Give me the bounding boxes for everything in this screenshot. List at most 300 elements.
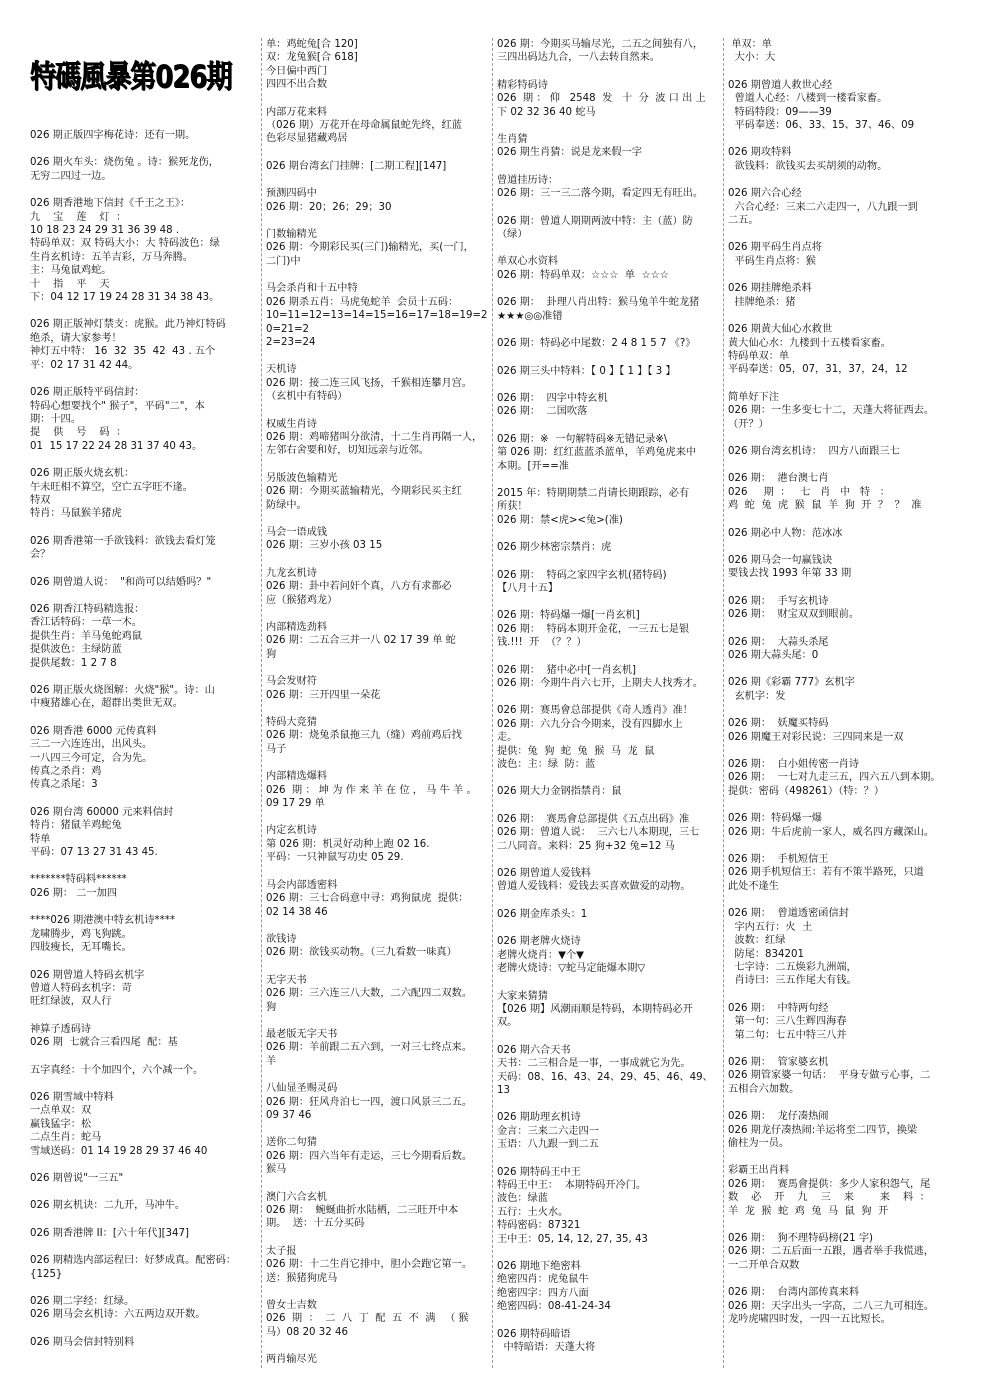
text-line: 026 期马会信封特别料 — [30, 1336, 135, 1348]
text-line: 026 期： 猪中必中[一肖玄机] — [497, 664, 636, 676]
text-block — [30, 1199, 257, 1212]
text-line: 026 期： 二国吹落 — [497, 406, 588, 418]
text-line: 026 期 ： 二 八 丁 配 五 不 满 （ 猴 — [266, 1313, 469, 1325]
text-line: 026 期： 大蒜头杀尾 — [728, 636, 829, 648]
text-line: （玄机中有特码） — [266, 391, 348, 403]
text-line: 权威生肖诗 — [266, 418, 317, 430]
text-line: 内部万花来料 — [266, 106, 328, 118]
text-block — [30, 725, 257, 792]
text-line: 曾道人特码玄机字：苛 — [30, 982, 132, 994]
text-line: 第一句：三八生辉四海春 — [728, 1016, 847, 1028]
text-line: 026 期大蒜头尾：0 — [728, 650, 819, 661]
text-line: 曾道挂历诗： — [497, 174, 559, 186]
text-line: 绝杀，请大家参考！ — [30, 332, 122, 344]
text-block — [266, 1028, 488, 1068]
text-line: 026 期攻特料 — [728, 147, 792, 159]
text-line: 026 期：曾道人说： 三六七八本期现，三七 — [497, 827, 700, 839]
text-block — [266, 1245, 488, 1285]
text-line: 三四出码达九合，一八去转自然来。 — [497, 52, 660, 64]
text-block — [497, 1111, 719, 1151]
text-line: 026 期香港 6000 元传真料 — [30, 725, 157, 737]
text-block — [266, 1136, 488, 1176]
text-block — [30, 806, 257, 860]
text-line: 中特暗语：天蓬大将 — [497, 1342, 596, 1354]
text-line: 猴马 — [266, 1164, 287, 1176]
text-block — [497, 785, 719, 798]
text-line: 防尾：834201 — [728, 948, 804, 960]
text-block — [728, 717, 950, 744]
text-line: 026 期：欲钱买动物。（三九看数一味真） — [266, 947, 457, 959]
text-line: 单双：单 — [728, 39, 772, 50]
text-line: 026 期：特码必中尾数：2 4 8 1 5 7 《?》 — [497, 338, 696, 350]
text-line: 026 期二字经：红绿。 — [30, 1296, 135, 1307]
text-line: 特单 — [30, 833, 51, 845]
text-line: 026 期： 管家婆玄机 — [728, 1056, 829, 1068]
text-block — [497, 867, 719, 894]
text-line: 七字诗：二五焕彩九洲端， — [728, 961, 857, 973]
text-line: 期：十四。 — [30, 413, 81, 425]
text-line: 一点单双：双 — [30, 1105, 92, 1117]
text-line: 特码王中王： 本期特码开冷门。 — [497, 1179, 647, 1191]
text-line: 二八同音。来料：25 狗+32 兔=12 马 — [497, 840, 675, 852]
text-line: 羊 龙 猴 蛇 鸡 兔 马 鼠 狗 开 — [728, 1205, 889, 1217]
text-block — [30, 1254, 257, 1281]
text-line: 第二句：七五中特三八并 — [728, 1029, 847, 1041]
text-line: 026 期： 二一加四 — [30, 887, 118, 899]
text-line: 会？ — [30, 549, 51, 561]
text-line: 026 期：羊前跟二五六到，一对三七终点来。 — [266, 1042, 473, 1054]
text-line: 026 期精选内部运程曰：好梦成真。配密码： — [30, 1255, 237, 1267]
text-line: 09 17 29 单 — [266, 798, 325, 810]
text-line: 026 期香江特码精选报： — [30, 603, 145, 615]
text-line: 所获！ — [497, 501, 528, 513]
text-block — [497, 296, 719, 323]
text-line: 二点生肖：蛇马 — [30, 1132, 102, 1144]
text-line: ★★★◎◎准错 — [497, 310, 563, 322]
text-block — [728, 38, 950, 65]
text-block — [266, 1353, 488, 1366]
text-line: 精彩特码诗 — [497, 79, 548, 91]
text-line: 026 期： 手写玄机诗 — [728, 595, 829, 607]
text-line: 026 期： 一七对九走三五，四六五八到本期。 — [728, 772, 941, 784]
text-block — [728, 146, 950, 173]
text-line: 十 指 平 天 — [30, 278, 110, 290]
text-line: 无穷二四过一边。 — [30, 170, 112, 182]
text-line: 雪域送码：01 14 19 28 29 37 46 40 — [30, 1145, 208, 1157]
text-block — [497, 433, 719, 473]
text-line: 大小：大 — [728, 52, 776, 64]
text-block — [30, 1172, 257, 1185]
text-line: 防绿中。 — [266, 499, 307, 511]
text-block — [266, 1299, 488, 1339]
text-line: 无字天书 — [266, 974, 307, 986]
text-line: 狗 — [266, 1001, 277, 1013]
text-line: 026 期：四六当年有走运，三七今期看后数。 — [266, 1150, 473, 1162]
text-line: 钱.!!! 开 （？？） — [497, 637, 587, 649]
text-line: 提供：密码（498261）（特：？） — [728, 785, 885, 797]
text-line: 026 期六合心经 — [728, 188, 802, 200]
text-line: 生肖玄机诗：五羊吉彩，万马奔腾。 — [30, 251, 193, 263]
text-line: 026 期： 曾道透密函信封 — [728, 908, 849, 920]
text-block — [266, 160, 488, 173]
text-line: 一二开单合双数 — [728, 1259, 800, 1271]
text-line: 特码心想要找个" 猴子"，平码"二"，本 — [30, 400, 205, 412]
text-line: 神算子透码诗 — [30, 1023, 92, 1035]
text-line: 026 期：三六连三八大数，二六配四二双数。 — [266, 988, 473, 1000]
text-block — [728, 636, 950, 663]
text-line: 左邻右舍要和好，切知远亲与近邻。 — [266, 445, 429, 457]
text-line: 曾女士吉数 — [266, 1300, 317, 1312]
text-line: 026 期曾道人爱钱料 — [497, 868, 591, 880]
text-line: 02 14 38 46 — [266, 906, 328, 918]
text-block — [728, 1110, 950, 1150]
text-line: 欲钱诗 — [266, 933, 297, 945]
text-line: 单双心水资料 — [497, 256, 559, 268]
text-block — [30, 1023, 257, 1050]
text-block — [266, 974, 488, 1014]
text-line: 026 期金库杀头：1 — [497, 908, 588, 920]
text-line: 026 期： 卦理八肖出特：猴马兔羊牛蛇龙猪 — [497, 297, 700, 309]
text-line: 香江话特码：一草一木。 — [30, 617, 143, 629]
text-line: 马会内部透密料 — [266, 879, 338, 891]
text-line: 特码大竞猜 — [266, 717, 317, 729]
text-block — [30, 603, 257, 670]
text-block — [497, 392, 719, 419]
text-line: 特码特段：09——39 — [728, 106, 832, 118]
text-line: 026 期：今期彩民买(三门)输精光，买(一门， — [266, 242, 474, 254]
text-line: 026 期火车头：烧伤兔 。诗：猴死龙伤， — [30, 157, 219, 169]
text-line: 026 期： 手机短信王 — [728, 854, 829, 866]
text-line: 026 期正版神灯禁支：虎猴。此乃神灯特码 — [30, 319, 226, 331]
text-block — [728, 554, 950, 581]
text-line: 026 期玄机诀：二九开，马冲牛。 — [30, 1200, 186, 1212]
text-block — [30, 1091, 257, 1158]
column-3 — [492, 38, 723, 1368]
text-line: 欲钱料：欲钱买去买胡须的动物。 — [728, 160, 888, 172]
text-line: 平：02 17 31 42 44。 — [30, 359, 139, 371]
text-block — [497, 935, 719, 975]
text-line: 026 期： 台湾内部传真来料 — [728, 1287, 860, 1299]
text-line: 大家来猜猜 — [497, 990, 548, 1002]
text-line: 提供波色：主绿防蓝 — [30, 644, 122, 656]
text-line: 026 期： 赛馬會提供：多少人家积怨气，尾 — [728, 1178, 931, 1190]
text-line: 026 期台湾玄门挂牌：[二期工程][147] — [266, 160, 447, 172]
text-line: 10 18 23 24 29 31 36 39 48 . — [30, 225, 180, 237]
text-block — [266, 418, 488, 458]
text-line: 026 期正版四字梅花诗：还有一期。 — [30, 130, 196, 141]
text-line: 玉语：八九跟一到二五 — [497, 1139, 599, 1151]
text-line: 神灯五中特： 16 32 35 42 43 . 五个 — [30, 346, 216, 358]
text-line: 两肖输尽光 — [266, 1354, 317, 1366]
text-block — [266, 716, 488, 756]
text-line: 026 期： 财宝双双到眼前。 — [728, 609, 860, 621]
text-block — [497, 704, 719, 771]
text-block — [497, 541, 719, 554]
text-line: 字内五行：火 土 — [728, 921, 813, 933]
text-line: 026 期：六九分合今期来，没有四脚水上 — [497, 718, 683, 730]
text-block — [728, 1232, 950, 1272]
text-block — [30, 197, 257, 304]
text-line: 026 期龙仔凑热闹:羊运将至二四节，换梁 — [728, 1124, 918, 1136]
text-line: 026 期：今期牛肖六七开，上期夫人找秀才。 — [497, 678, 704, 689]
text-line: 六合心经：三来二六走四一，八九跟一到 — [728, 201, 918, 213]
text-block — [266, 228, 488, 268]
text-line: 偷柱为一员。 — [728, 1137, 790, 1149]
text-line: 特肖：猪鼠羊鸡蛇兔 — [30, 820, 122, 832]
page-title: 特碼風暴第026期 — [30, 59, 232, 96]
text-line: 特码单双：双 特码大小：大 特码波色：绿 — [30, 238, 220, 250]
text-line: 彩霸王出肖料 — [728, 1165, 790, 1177]
text-line: 马子 — [266, 743, 287, 755]
text-line: 026 期：禁<虎><兔>(准) — [497, 514, 623, 526]
text-line: 026 期雪域中特料 — [30, 1091, 114, 1103]
text-block — [30, 969, 257, 1009]
text-line: 026 期：一生多变七十二，天蓬大将征西去。 — [728, 405, 935, 417]
text-line: 026 期台湾 60000 元来料信封 — [30, 806, 174, 818]
text-block — [497, 990, 719, 1030]
text-line: （开？） — [728, 418, 769, 430]
text-line: 金言：三来二六走四一 — [497, 1125, 599, 1137]
text-line: 五相合六加数。 — [728, 1083, 800, 1095]
text-line: 026 期： 妖魔买特码 — [728, 718, 829, 730]
text-block — [728, 241, 950, 268]
text-line: 026 期手机短信王：若有不策半路死，只道 — [728, 867, 924, 879]
text-line: 绝密四字：四方八面 — [497, 1287, 589, 1299]
text-line: 2=23=24 — [266, 336, 316, 348]
text-block — [30, 318, 257, 372]
text-block — [266, 933, 488, 960]
text-line: 026 期：卦中若问奸个真，八方有求都必 — [266, 581, 452, 593]
text-block — [266, 1082, 488, 1122]
text-line: 特肖：马鼠猴羊猪虎 — [30, 508, 122, 520]
text-line: 旺红绿波，双人行 — [30, 996, 112, 1008]
text-line: 026 期：赛馬會总部提供《奇人透肖》准！ — [497, 705, 693, 717]
text-block — [497, 215, 719, 242]
text-block — [30, 1336, 257, 1349]
text-line: 026 期： 中特两句经 — [728, 1002, 829, 1014]
text-line: 平码奉送：06、33、15、37、46、09 — [728, 120, 915, 132]
text-line: 026 期马会一句赢钱诀 — [728, 554, 833, 566]
text-line: 内部精选劲料 — [266, 622, 328, 633]
text-block — [497, 133, 719, 160]
text-line: 026 期老牌火烧诗 — [497, 936, 581, 948]
text-line: 特码单双：单 — [728, 350, 790, 362]
text-line: 026 期台湾玄机诗： 四方八面跟三七 — [728, 445, 900, 457]
text-line: 026 期 ： 仰 2548 发 十 分 波 口 出 上 — [497, 93, 706, 105]
text-block — [497, 664, 719, 691]
text-line: 026 期：特码爆一爆 — [728, 813, 822, 825]
text-block — [728, 323, 950, 377]
text-block — [497, 1166, 719, 1246]
text-line: 羊 — [266, 1055, 277, 1067]
text-line: 最老版无字天书 — [266, 1028, 338, 1040]
text-line: 026 期：三岁小孩 03 15 — [266, 540, 383, 552]
text-line: 026 期：三一三二落今期，看定四无有旺出。 — [497, 188, 704, 200]
text-block — [266, 38, 488, 92]
text-line: 026 期少林密宗禁肖：虎 — [497, 542, 612, 554]
text-line: {125} — [30, 1268, 63, 1280]
text-line: 026 期《彩霸 777》玄机字 — [728, 677, 855, 689]
text-line: 提供尾数：1 2 7 8 — [30, 657, 117, 669]
text-line: ****026 期港澳中特玄机诗**** — [30, 915, 175, 927]
text-line: 026 期助理玄机诗 — [497, 1112, 581, 1124]
column-2 — [261, 38, 492, 1368]
text-line: 026 期必中人物：范冰冰 — [728, 527, 843, 539]
text-block — [266, 824, 488, 864]
text-line: 黄大仙心水：九楼到十五楼看家畜。 — [728, 337, 891, 349]
text-line: 2015 年：特期期禁二肖请长期跟踪，必有 — [497, 487, 690, 499]
text-line: 026 期六合天书 — [497, 1044, 571, 1056]
text-line: 026 期： 四字中特玄机 — [497, 392, 608, 404]
text-line: 八仙显圣赐灵码 — [266, 1083, 338, 1095]
text-block — [497, 487, 719, 527]
text-block — [497, 337, 719, 350]
text-line: 026 期正版火烧玄机： — [30, 468, 135, 480]
text-line: 026 期： 港台澳七肖 — [728, 473, 829, 485]
text-block — [497, 255, 719, 282]
text-line: 026 期正版火烧图解：火烧"猴"。诗：山 — [30, 685, 215, 696]
text-line: 此处不逢生 — [728, 880, 779, 892]
text-line: 026 期曾道人特码玄机字 — [30, 969, 145, 981]
text-line: 026 期大力金钢指禁肖：鼠 — [497, 786, 622, 798]
text-line: 026 期曾说"一三五" — [30, 1172, 124, 1184]
text-line: 内部精选爆料 — [266, 771, 328, 783]
text-line: 中瘦猪雄心在，超群出类世无双。 — [30, 698, 183, 710]
text-line: 026 期三头中特料：【 0 】【 1 】【 3 】 — [497, 365, 676, 377]
text-line: 026 期：二五合三并一八 02 17 39 单 蛇 — [266, 635, 456, 647]
text-line: 期。 送：十五分买码 — [266, 1218, 365, 1230]
text-line: 026 期挂牌绝杀料 — [728, 283, 812, 295]
text-block — [30, 914, 257, 954]
text-block — [497, 569, 719, 596]
text-line: 门数输精光 — [266, 229, 317, 241]
text-line: 午未旺相不算空，空亡五字旺不逢。 — [30, 481, 193, 493]
text-line: 数 必 开 九 三 来 来 料 ： — [728, 1192, 930, 1204]
text-line: 马会发财符 — [266, 676, 317, 688]
text-block — [728, 282, 950, 309]
text-line: 曾道人爱钱料：爱钱去买喜欢做爱的动物。 — [497, 881, 691, 893]
text-block — [266, 1191, 488, 1231]
text-line: 13 — [497, 1084, 510, 1096]
text-line: 澳门六合玄机 — [266, 1191, 328, 1203]
text-line: 传真之杀肖：鸡 — [30, 766, 102, 778]
text-line: 特双 — [30, 494, 51, 506]
text-line: 生肖猜 — [497, 134, 528, 146]
text-line: 提供：兔 狗 蛇 兔 猴 马 龙 鼠 — [497, 745, 655, 757]
text-line: 026 期： 赛馬會总部提供《五点出码》准 — [497, 813, 690, 825]
text-line: 九 宝 莲 灯 ： — [30, 211, 127, 223]
text-block — [497, 38, 719, 65]
text-line: 天书：二三相合是一事，一事成就它为先。 — [497, 1058, 691, 1070]
text-line: 026 期：特码爆一爆[一肖玄机] — [497, 610, 640, 622]
text-line: 四四不出合数 — [266, 79, 328, 91]
text-line: 平码奉送：05，07，31，37，24，12 — [728, 364, 908, 376]
text-block — [728, 1002, 950, 1042]
text-block — [266, 472, 488, 512]
text-block — [266, 526, 488, 553]
text-block — [497, 1260, 719, 1314]
text-block — [30, 386, 257, 453]
text-line: 二五。 — [728, 215, 759, 227]
text-block — [728, 391, 950, 431]
text-line: 026 期：曾道人期期两波中特：主（蓝）防 — [497, 215, 693, 227]
text-block — [30, 684, 257, 711]
text-line: 026 期平码生肖点将 — [728, 242, 822, 254]
text-line: 第 026 期：红红蓝蓝杀蓝单，羊鸡兔虎来中 — [497, 447, 697, 459]
text-line: 026 期正版特平码信封： — [30, 387, 145, 399]
text-line: 主：马兔鼠鸡蛇。 — [30, 265, 112, 277]
text-line: 绝密四码：08-41-24-34 — [497, 1301, 611, 1313]
text-line: 要钱去找 1993 年第 33 期 — [728, 568, 852, 580]
text-line: 马）08 20 32 46 — [266, 1326, 348, 1338]
column-4 — [723, 38, 954, 1368]
text-line: 九龙玄机诗 — [266, 567, 317, 579]
text-line: 026 期：烧兔杀鼠拖三九（缝）鸡前鸡后找 — [266, 730, 462, 742]
text-block — [497, 79, 719, 119]
text-block — [728, 853, 950, 893]
text-line: 026 期：二五后面一五跟，遇者举手我慌逃， — [728, 1246, 935, 1258]
text-line: 曾道人心经：八楼到一楼看家畜。 — [728, 93, 888, 105]
text-line: 026 期：三开四里一朵花 — [266, 689, 381, 701]
text-line: 特码密码：87321 — [497, 1220, 581, 1232]
text-line: 026 期： 龙仔凑热闹 — [728, 1111, 829, 1123]
text-line: 波数：红绿 — [728, 935, 786, 947]
text-block — [266, 770, 488, 810]
text-line: 026 期：今期买马输尽光，二五之间独有八， — [497, 39, 704, 50]
text-block — [728, 187, 950, 227]
text-block — [497, 908, 719, 921]
text-block — [728, 79, 950, 133]
text-line: （绿） — [497, 229, 528, 241]
text-line: 026 期杀五肖：马虎兔蛇羊 会员十五码： — [266, 296, 459, 308]
text-line: 026 期：十二生肖它排中，胆小会跑它第一。 — [266, 1259, 473, 1271]
text-line: 平码：一只神鼠写功史 05 29. — [266, 852, 404, 864]
text-block — [497, 174, 719, 201]
text-line: 026 期魔王对彩民说：三四同来是一双 — [728, 731, 904, 743]
text-line: 五行：土火水。 — [497, 1206, 569, 1218]
text-line: 马会一语成钱 — [266, 526, 328, 538]
text-block — [728, 812, 950, 839]
text-line: 波色：绿蓝 — [497, 1193, 548, 1205]
text-line: 026 期：20；26；29；30 — [266, 201, 392, 213]
text-line: 026 期：接二连三风飞扬，千猴相连攀月宫。 — [266, 377, 473, 389]
text-block — [728, 758, 950, 798]
text-line: 传真之杀尾：3 — [30, 779, 98, 791]
text-line: 026 期 ： 七 肖 中 特 ： — [728, 486, 890, 498]
text-line: 鸡 蛇 兔 虎 猴 鼠 羊 狗 开 ？ ？ 准 — [728, 500, 922, 512]
text-block — [266, 879, 488, 919]
text-line: （026 期）万花开在母命属鼠蛇先终，红蓝 — [266, 120, 462, 132]
text-line: 预测四码中 — [266, 188, 317, 200]
text-line: 026 期：特码单双：☆☆☆ 单 ☆☆☆ — [497, 269, 669, 281]
text-line: 026 期马会玄机诗：六五两边双开数。 — [30, 1309, 206, 1321]
text-line: 026 期：今期买蓝输精光，今期彩民买主红 — [266, 486, 462, 498]
text-line: 送你二句猜 — [266, 1137, 317, 1149]
text-block — [30, 535, 257, 562]
text-line: 026 期生肖猜：说是龙来假一字 — [497, 147, 642, 159]
text-block — [497, 609, 719, 649]
text-block — [30, 156, 257, 183]
text-line: 龙吟虎啸四时发，一四一五比短长。 — [728, 1314, 891, 1326]
text-line: 双：龙兔猴[合 618] — [266, 52, 358, 64]
text-block — [266, 363, 488, 403]
text-line: 太子报 — [266, 1245, 297, 1257]
text-line: 色彩尽显猪藏鸡居 — [266, 133, 348, 145]
text-line: 09 37 46 — [266, 1109, 312, 1121]
text-block — [497, 813, 719, 853]
text-line: 挂牌绝杀：猪 — [728, 296, 796, 308]
text-block — [266, 567, 488, 607]
